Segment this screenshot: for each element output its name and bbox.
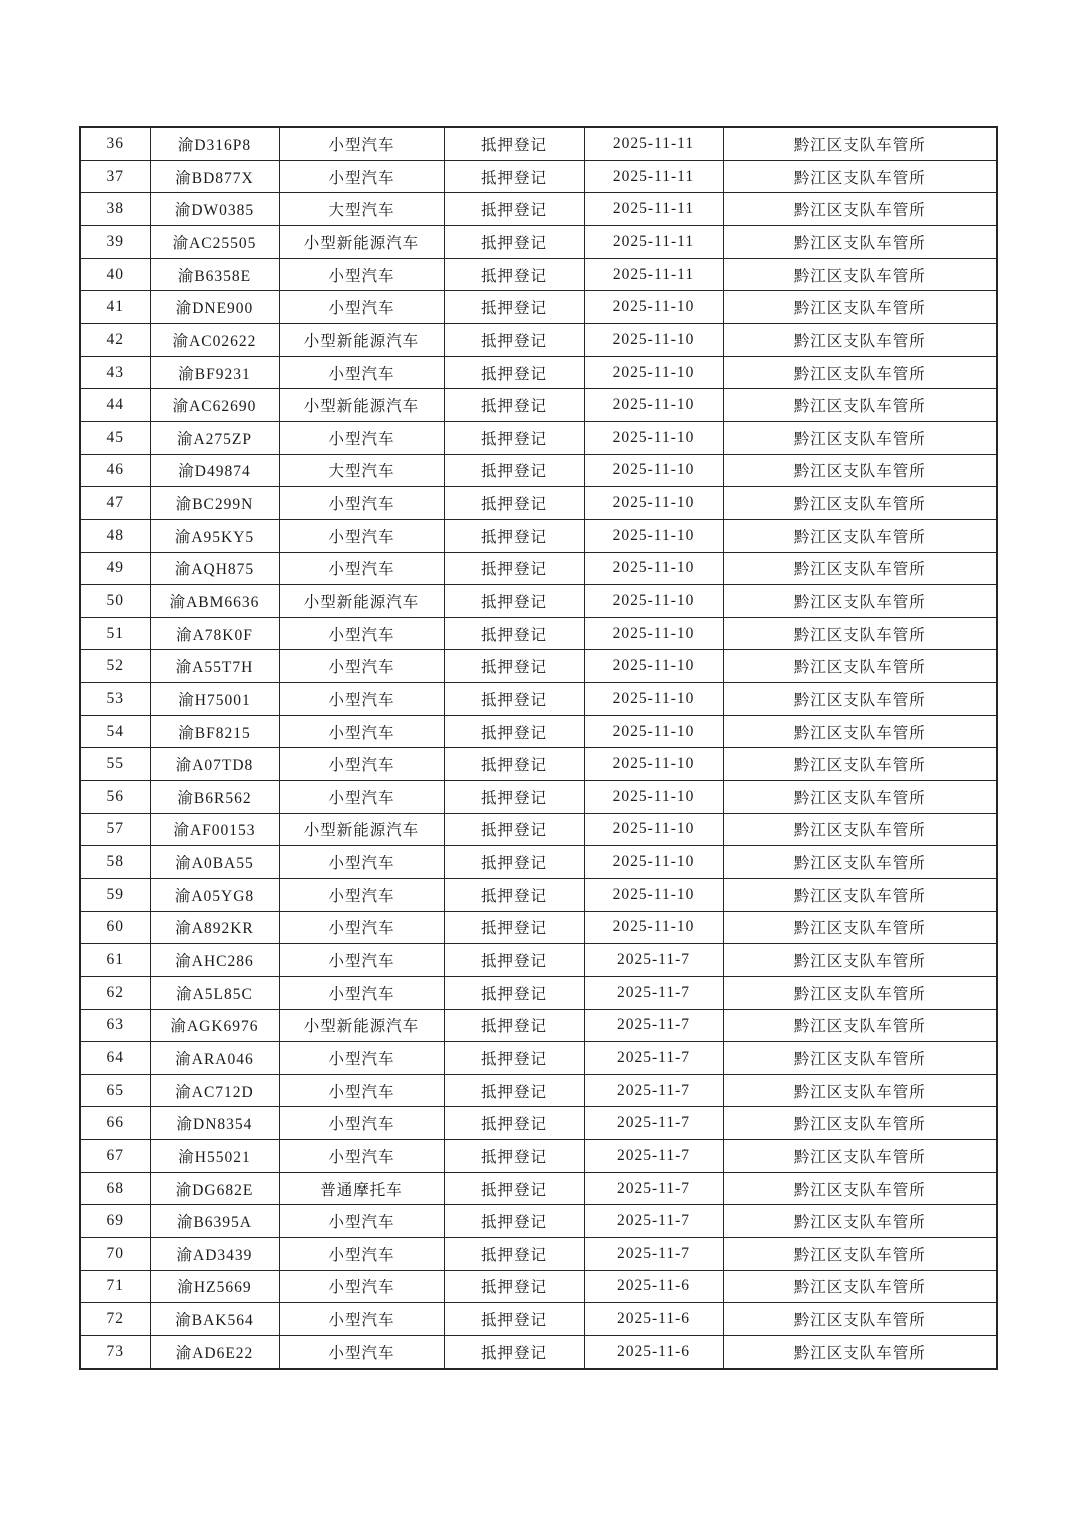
cell-date: 2025-11-10 — [584, 487, 723, 520]
cell-no: 60 — [80, 911, 150, 944]
cell-plate: 渝AC712D — [150, 1074, 279, 1107]
cell-office: 黔江区支队车管所 — [723, 878, 997, 911]
cell-plate: 渝HZ5669 — [150, 1270, 279, 1303]
cell-registration-type: 抵押登记 — [444, 1009, 584, 1042]
cell-vehicle-type: 小型汽车 — [279, 846, 444, 879]
table-row — [80, 1042, 997, 1075]
cell-plate: 渝AD6E22 — [150, 1335, 279, 1369]
cell-registration-type: 抵押登记 — [444, 552, 584, 585]
cell-office: 黔江区支队车管所 — [723, 976, 997, 1009]
cell-no: 57 — [80, 813, 150, 846]
cell-office: 黔江区支队车管所 — [723, 324, 997, 357]
cell-date: 2025-11-10 — [584, 715, 723, 748]
cell-plate: 渝BAK564 — [150, 1303, 279, 1336]
cell-no: 42 — [80, 324, 150, 357]
table-row — [80, 878, 997, 911]
cell-registration-type: 抵押登记 — [444, 1205, 584, 1238]
cell-vehicle-type: 小型新能源汽车 — [279, 813, 444, 846]
cell-registration-type: 抵押登记 — [444, 944, 584, 977]
cell-registration-type: 抵押登记 — [444, 389, 584, 422]
cell-date: 2025-11-10 — [584, 519, 723, 552]
cell-date: 2025-11-11 — [584, 226, 723, 259]
cell-office: 黔江区支队车管所 — [723, 1270, 997, 1303]
cell-plate: 渝A0BA55 — [150, 846, 279, 879]
cell-no: 73 — [80, 1335, 150, 1369]
cell-vehicle-type: 小型汽车 — [279, 1270, 444, 1303]
cell-registration-type: 抵押登记 — [444, 160, 584, 193]
cell-registration-type: 抵押登记 — [444, 519, 584, 552]
cell-no: 43 — [80, 356, 150, 389]
cell-no: 67 — [80, 1140, 150, 1173]
cell-date: 2025-11-6 — [584, 1270, 723, 1303]
cell-registration-type: 抵押登记 — [444, 813, 584, 846]
table-row — [80, 1270, 997, 1303]
cell-plate: 渝D316P8 — [150, 127, 279, 160]
cell-no: 36 — [80, 127, 150, 160]
table-row — [80, 715, 997, 748]
cell-office: 黔江区支队车管所 — [723, 1172, 997, 1205]
cell-date: 2025-11-6 — [584, 1303, 723, 1336]
cell-registration-type: 抵押登记 — [444, 1074, 584, 1107]
cell-registration-type: 抵押登记 — [444, 1140, 584, 1173]
cell-registration-type: 抵押登记 — [444, 193, 584, 226]
cell-vehicle-type: 小型新能源汽车 — [279, 324, 444, 357]
cell-registration-type: 抵押登记 — [444, 911, 584, 944]
table-row — [80, 258, 997, 291]
cell-registration-type: 抵押登记 — [444, 258, 584, 291]
cell-registration-type: 抵押登记 — [444, 127, 584, 160]
cell-registration-type: 抵押登记 — [444, 781, 584, 814]
cell-vehicle-type: 小型汽车 — [279, 1335, 444, 1369]
cell-office: 黔江区支队车管所 — [723, 160, 997, 193]
cell-plate: 渝A07TD8 — [150, 748, 279, 781]
cell-date: 2025-11-7 — [584, 1042, 723, 1075]
cell-vehicle-type: 小型汽车 — [279, 519, 444, 552]
cell-registration-type: 抵押登记 — [444, 976, 584, 1009]
cell-date: 2025-11-7 — [584, 1074, 723, 1107]
cell-office: 黔江区支队车管所 — [723, 258, 997, 291]
cell-office: 黔江区支队车管所 — [723, 1140, 997, 1173]
cell-registration-type: 抵押登记 — [444, 585, 584, 618]
cell-date: 2025-11-10 — [584, 324, 723, 357]
cell-office: 黔江区支队车管所 — [723, 454, 997, 487]
table-row — [80, 617, 997, 650]
vehicle-registration-table — [79, 126, 998, 1370]
cell-vehicle-type: 小型汽车 — [279, 1303, 444, 1336]
cell-office: 黔江区支队车管所 — [723, 650, 997, 683]
cell-plate: 渝D49874 — [150, 454, 279, 487]
cell-no: 55 — [80, 748, 150, 781]
cell-plate: 渝B6R562 — [150, 781, 279, 814]
cell-no: 38 — [80, 193, 150, 226]
cell-office: 黔江区支队车管所 — [723, 487, 997, 520]
cell-date: 2025-11-10 — [584, 585, 723, 618]
table-row — [80, 127, 997, 160]
cell-office: 黔江区支队车管所 — [723, 1303, 997, 1336]
cell-date: 2025-11-7 — [584, 1205, 723, 1238]
cell-no: 41 — [80, 291, 150, 324]
cell-no: 44 — [80, 389, 150, 422]
table-row — [80, 1303, 997, 1336]
cell-date: 2025-11-11 — [584, 127, 723, 160]
table-row — [80, 1107, 997, 1140]
cell-date: 2025-11-10 — [584, 617, 723, 650]
cell-date: 2025-11-10 — [584, 356, 723, 389]
table-row — [80, 846, 997, 879]
cell-vehicle-type: 小型汽车 — [279, 911, 444, 944]
cell-plate: 渝H75001 — [150, 683, 279, 716]
cell-registration-type: 抵押登记 — [444, 226, 584, 259]
cell-date: 2025-11-6 — [584, 1335, 723, 1369]
cell-plate: 渝A892KR — [150, 911, 279, 944]
cell-plate: 渝BD877X — [150, 160, 279, 193]
cell-date: 2025-11-7 — [584, 1140, 723, 1173]
cell-plate: 渝DNE900 — [150, 291, 279, 324]
table-row — [80, 650, 997, 683]
cell-no: 46 — [80, 454, 150, 487]
cell-office: 黔江区支队车管所 — [723, 911, 997, 944]
cell-vehicle-type: 小型汽车 — [279, 976, 444, 1009]
cell-registration-type: 抵押登记 — [444, 1335, 584, 1369]
cell-plate: 渝ABM6636 — [150, 585, 279, 618]
cell-date: 2025-11-10 — [584, 846, 723, 879]
table-row — [80, 1140, 997, 1173]
cell-no: 49 — [80, 552, 150, 585]
cell-registration-type: 抵押登记 — [444, 1107, 584, 1140]
cell-registration-type: 抵押登记 — [444, 1270, 584, 1303]
table-row — [80, 1172, 997, 1205]
cell-vehicle-type: 小型汽车 — [279, 944, 444, 977]
cell-vehicle-type: 小型汽车 — [279, 421, 444, 454]
cell-office: 黔江区支队车管所 — [723, 846, 997, 879]
cell-date: 2025-11-11 — [584, 258, 723, 291]
cell-vehicle-type: 小型汽车 — [279, 1074, 444, 1107]
cell-registration-type: 抵押登记 — [444, 878, 584, 911]
cell-no: 59 — [80, 878, 150, 911]
cell-vehicle-type: 小型汽车 — [279, 552, 444, 585]
cell-date: 2025-11-7 — [584, 976, 723, 1009]
cell-no: 53 — [80, 683, 150, 716]
cell-vehicle-type: 小型汽车 — [279, 1140, 444, 1173]
cell-plate: 渝BF8215 — [150, 715, 279, 748]
cell-vehicle-type: 小型汽车 — [279, 878, 444, 911]
cell-vehicle-type: 小型汽车 — [279, 160, 444, 193]
cell-no: 40 — [80, 258, 150, 291]
cell-vehicle-type: 小型新能源汽车 — [279, 585, 444, 618]
table-row — [80, 813, 997, 846]
cell-date: 2025-11-10 — [584, 291, 723, 324]
cell-no: 64 — [80, 1042, 150, 1075]
cell-date: 2025-11-10 — [584, 813, 723, 846]
table-row — [80, 585, 997, 618]
cell-plate: 渝AGK6976 — [150, 1009, 279, 1042]
cell-vehicle-type: 小型汽车 — [279, 748, 444, 781]
cell-office: 黔江区支队车管所 — [723, 813, 997, 846]
cell-date: 2025-11-10 — [584, 683, 723, 716]
cell-registration-type: 抵押登记 — [444, 324, 584, 357]
cell-date: 2025-11-10 — [584, 421, 723, 454]
cell-plate: 渝H55021 — [150, 1140, 279, 1173]
cell-plate: 渝A275ZP — [150, 421, 279, 454]
table-row — [80, 1205, 997, 1238]
cell-plate: 渝A05YG8 — [150, 878, 279, 911]
cell-vehicle-type: 小型新能源汽车 — [279, 1009, 444, 1042]
cell-no: 47 — [80, 487, 150, 520]
cell-office: 黔江区支队车管所 — [723, 715, 997, 748]
cell-plate: 渝AC02622 — [150, 324, 279, 357]
cell-office: 黔江区支队车管所 — [723, 781, 997, 814]
cell-office: 黔江区支队车管所 — [723, 1074, 997, 1107]
table-row — [80, 487, 997, 520]
cell-registration-type: 抵押登记 — [444, 617, 584, 650]
cell-office: 黔江区支队车管所 — [723, 944, 997, 977]
cell-no: 54 — [80, 715, 150, 748]
cell-no: 68 — [80, 1172, 150, 1205]
cell-date: 2025-11-10 — [584, 911, 723, 944]
cell-no: 70 — [80, 1237, 150, 1270]
cell-office: 黔江区支队车管所 — [723, 683, 997, 716]
table-row — [80, 519, 997, 552]
cell-registration-type: 抵押登记 — [444, 683, 584, 716]
cell-office: 黔江区支队车管所 — [723, 1042, 997, 1075]
cell-office: 黔江区支队车管所 — [723, 1237, 997, 1270]
cell-date: 2025-11-10 — [584, 389, 723, 422]
cell-office: 黔江区支队车管所 — [723, 421, 997, 454]
table-row — [80, 356, 997, 389]
cell-registration-type: 抵押登记 — [444, 1172, 584, 1205]
cell-date: 2025-11-10 — [584, 454, 723, 487]
cell-no: 37 — [80, 160, 150, 193]
cell-office: 黔江区支队车管所 — [723, 617, 997, 650]
cell-no: 51 — [80, 617, 150, 650]
cell-registration-type: 抵押登记 — [444, 356, 584, 389]
cell-vehicle-type: 普通摩托车 — [279, 1172, 444, 1205]
cell-registration-type: 抵押登记 — [444, 1237, 584, 1270]
cell-office: 黔江区支队车管所 — [723, 748, 997, 781]
cell-plate: 渝A55T7H — [150, 650, 279, 683]
cell-registration-type: 抵押登记 — [444, 454, 584, 487]
cell-office: 黔江区支队车管所 — [723, 127, 997, 160]
cell-office: 黔江区支队车管所 — [723, 1107, 997, 1140]
cell-registration-type: 抵押登记 — [444, 650, 584, 683]
cell-registration-type: 抵押登记 — [444, 846, 584, 879]
cell-no: 71 — [80, 1270, 150, 1303]
cell-no: 63 — [80, 1009, 150, 1042]
cell-office: 黔江区支队车管所 — [723, 193, 997, 226]
cell-office: 黔江区支队车管所 — [723, 356, 997, 389]
cell-registration-type: 抵押登记 — [444, 291, 584, 324]
cell-date: 2025-11-11 — [584, 160, 723, 193]
cell-plate: 渝ARA046 — [150, 1042, 279, 1075]
cell-date: 2025-11-7 — [584, 1107, 723, 1140]
table-row — [80, 748, 997, 781]
cell-vehicle-type: 小型汽车 — [279, 127, 444, 160]
cell-plate: 渝BF9231 — [150, 356, 279, 389]
cell-vehicle-type: 小型汽车 — [279, 683, 444, 716]
cell-no: 62 — [80, 976, 150, 1009]
cell-date: 2025-11-7 — [584, 944, 723, 977]
table-row — [80, 291, 997, 324]
cell-registration-type: 抵押登记 — [444, 1303, 584, 1336]
table-row — [80, 944, 997, 977]
cell-no: 39 — [80, 226, 150, 259]
cell-date: 2025-11-10 — [584, 781, 723, 814]
cell-plate: 渝AC62690 — [150, 389, 279, 422]
cell-vehicle-type: 小型汽车 — [279, 781, 444, 814]
cell-office: 黔江区支队车管所 — [723, 519, 997, 552]
cell-vehicle-type: 大型汽车 — [279, 193, 444, 226]
cell-registration-type: 抵押登记 — [444, 487, 584, 520]
table-row — [80, 976, 997, 1009]
cell-office: 黔江区支队车管所 — [723, 552, 997, 585]
cell-no: 65 — [80, 1074, 150, 1107]
table-row — [80, 421, 997, 454]
table-row — [80, 911, 997, 944]
cell-plate: 渝DW0385 — [150, 193, 279, 226]
cell-plate: 渝AF00153 — [150, 813, 279, 846]
cell-no: 48 — [80, 519, 150, 552]
cell-vehicle-type: 小型汽车 — [279, 258, 444, 291]
table-row — [80, 193, 997, 226]
table-row — [80, 389, 997, 422]
cell-no: 66 — [80, 1107, 150, 1140]
cell-vehicle-type: 小型汽车 — [279, 617, 444, 650]
cell-vehicle-type: 小型汽车 — [279, 356, 444, 389]
cell-date: 2025-11-7 — [584, 1237, 723, 1270]
table-row — [80, 1335, 997, 1369]
cell-plate: 渝A95KY5 — [150, 519, 279, 552]
cell-registration-type: 抵押登记 — [444, 715, 584, 748]
table-row — [80, 1074, 997, 1107]
cell-office: 黔江区支队车管所 — [723, 585, 997, 618]
cell-plate: 渝A78K0F — [150, 617, 279, 650]
cell-date: 2025-11-10 — [584, 878, 723, 911]
cell-registration-type: 抵押登记 — [444, 421, 584, 454]
table-row — [80, 683, 997, 716]
cell-vehicle-type: 小型新能源汽车 — [279, 389, 444, 422]
cell-vehicle-type: 小型汽车 — [279, 1237, 444, 1270]
cell-no: 72 — [80, 1303, 150, 1336]
cell-vehicle-type: 小型汽车 — [279, 715, 444, 748]
cell-vehicle-type: 小型汽车 — [279, 1107, 444, 1140]
table-row — [80, 324, 997, 357]
cell-office: 黔江区支队车管所 — [723, 291, 997, 324]
table-row — [80, 1009, 997, 1042]
cell-date: 2025-11-10 — [584, 748, 723, 781]
table-row — [80, 454, 997, 487]
cell-plate: 渝B6358E — [150, 258, 279, 291]
cell-plate: 渝AQH875 — [150, 552, 279, 585]
cell-office: 黔江区支队车管所 — [723, 1009, 997, 1042]
cell-vehicle-type: 小型汽车 — [279, 650, 444, 683]
cell-plate: 渝A5L85C — [150, 976, 279, 1009]
cell-registration-type: 抵押登记 — [444, 748, 584, 781]
table-body — [80, 127, 997, 1369]
table-row — [80, 160, 997, 193]
table-row — [80, 552, 997, 585]
cell-plate: 渝AC25505 — [150, 226, 279, 259]
cell-plate: 渝DN8354 — [150, 1107, 279, 1140]
cell-office: 黔江区支队车管所 — [723, 226, 997, 259]
cell-plate: 渝AD3439 — [150, 1237, 279, 1270]
cell-no: 50 — [80, 585, 150, 618]
cell-no: 56 — [80, 781, 150, 814]
cell-date: 2025-11-11 — [584, 193, 723, 226]
cell-vehicle-type: 小型汽车 — [279, 1205, 444, 1238]
cell-no: 52 — [80, 650, 150, 683]
cell-vehicle-type: 小型汽车 — [279, 1042, 444, 1075]
cell-date: 2025-11-10 — [584, 650, 723, 683]
cell-no: 45 — [80, 421, 150, 454]
cell-office: 黔江区支队车管所 — [723, 1335, 997, 1369]
cell-plate: 渝DG682E — [150, 1172, 279, 1205]
cell-office: 黔江区支队车管所 — [723, 1205, 997, 1238]
cell-no: 69 — [80, 1205, 150, 1238]
table-row — [80, 781, 997, 814]
cell-no: 58 — [80, 846, 150, 879]
cell-date: 2025-11-10 — [584, 552, 723, 585]
table-row — [80, 226, 997, 259]
cell-date: 2025-11-7 — [584, 1009, 723, 1042]
cell-vehicle-type: 小型新能源汽车 — [279, 226, 444, 259]
cell-registration-type: 抵押登记 — [444, 1042, 584, 1075]
table-row — [80, 1237, 997, 1270]
cell-vehicle-type: 小型汽车 — [279, 291, 444, 324]
cell-plate: 渝BC299N — [150, 487, 279, 520]
cell-plate: 渝B6395A — [150, 1205, 279, 1238]
cell-date: 2025-11-7 — [584, 1172, 723, 1205]
cell-plate: 渝AHC286 — [150, 944, 279, 977]
cell-office: 黔江区支队车管所 — [723, 389, 997, 422]
cell-vehicle-type: 小型汽车 — [279, 487, 444, 520]
cell-vehicle-type: 大型汽车 — [279, 454, 444, 487]
cell-no: 61 — [80, 944, 150, 977]
